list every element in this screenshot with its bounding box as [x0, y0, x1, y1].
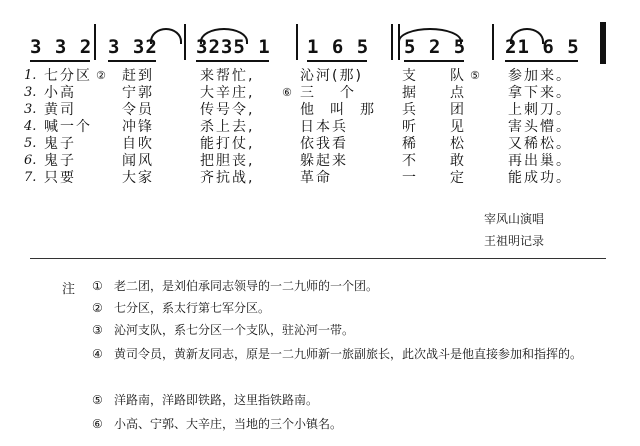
lyric-phrase: 那	[360, 102, 376, 118]
verse-number: 4.	[24, 119, 37, 134]
verse-line	[0, 101, 640, 119]
lyric-phrase: 见	[450, 119, 466, 135]
barline	[184, 24, 186, 60]
note-item	[92, 344, 612, 364]
verse-number: 5.	[24, 136, 37, 151]
verse-line	[0, 135, 640, 153]
barline	[492, 24, 494, 60]
double-barline	[391, 24, 400, 60]
barline	[296, 24, 298, 60]
lyric-phrase: 队	[450, 68, 466, 84]
note-text: 沁河支队，系七分区一个支队，驻沁河一带。	[114, 323, 355, 337]
lyric-phrase: 小高	[44, 85, 76, 101]
lyric-phrase: 又稀松。	[508, 136, 572, 152]
footnote-mark: ②	[96, 69, 106, 82]
lyric-phrase: 日本兵	[300, 119, 348, 135]
verse-line	[0, 152, 640, 170]
lyric-phrase: 三	[300, 85, 316, 101]
note-number: ④	[92, 347, 103, 361]
footnote-mark: ⑤	[470, 69, 480, 82]
lyric-phrase: 再出巢。	[508, 153, 572, 169]
lyric-phrase: 依我看	[300, 136, 348, 152]
lyric-phrase: 杀上去,	[200, 119, 255, 135]
note-item	[92, 414, 612, 434]
note-number: ②	[92, 301, 103, 315]
lyric-phrase: 上刺刀。	[508, 102, 572, 118]
lyric-phrase: 冲锋	[122, 119, 154, 135]
lyric-phrase: 支	[402, 68, 418, 84]
lyric-phrase: 听	[402, 119, 418, 135]
verse-number: 3.	[24, 85, 37, 100]
lyric-phrase: 齐抗战,	[200, 170, 255, 186]
note-group-2: 3 32	[108, 36, 158, 58]
lyric-phrase: 黄司	[44, 102, 76, 118]
lyric-phrase: 赶到	[122, 68, 154, 84]
lyric-phrase: 传号令,	[200, 102, 255, 118]
note-number: ③	[92, 323, 103, 337]
lyric-phrase: 据	[402, 85, 418, 101]
divider	[30, 258, 606, 259]
lyric-phrase: 一	[402, 170, 418, 186]
recorder-credit: 王祖明记录	[484, 234, 545, 248]
lyric-phrase: 叫	[330, 102, 346, 118]
verse-number: 6.	[24, 153, 37, 168]
lyric-phrase: 宁郭	[122, 85, 154, 101]
lyric-phrase: 能成功。	[508, 170, 572, 186]
lyric-phrase: 闻风	[122, 153, 154, 169]
lyric-phrase: 松	[450, 136, 466, 152]
lyric-phrase: 团	[450, 102, 466, 118]
lyric-phrase: 大辛庄,	[200, 85, 255, 101]
note-text: 老二团，是刘伯承同志领导的一二九师的一个团。	[114, 279, 379, 293]
lyric-phrase: 参加来。	[508, 68, 572, 84]
slur-mark	[398, 28, 462, 44]
singer-credit: 宰风山演唱	[484, 212, 545, 226]
lyric-phrase: 令员	[122, 102, 154, 118]
note-text: 小高、宁郭、大辛庄，当地的三个小镇名。	[114, 417, 343, 431]
lyric-phrase: 来帮忙,	[200, 68, 255, 84]
verse-number: 3.	[24, 102, 37, 117]
lyric-phrase: 只要	[44, 170, 76, 186]
note-group-3: 3235 1	[196, 36, 271, 58]
lyric-phrase: 大家	[122, 170, 154, 186]
lyric-phrase: 害头懵。	[508, 119, 572, 135]
lyric-phrase: 鬼子	[44, 153, 76, 169]
note-group-1: 3 3 2	[30, 36, 92, 58]
barline	[94, 24, 96, 60]
lyric-phrase: 鬼子	[44, 136, 76, 152]
note-group-6: 21 6 5	[505, 36, 580, 58]
lyric-phrase: 沁河(那)	[300, 68, 363, 84]
note-group-4: 1 6 5	[307, 36, 369, 58]
note-group-5: 5 2 5	[404, 36, 466, 58]
note-item	[92, 390, 612, 410]
verse-line	[0, 67, 640, 85]
lyric-phrase: 躲起来	[300, 153, 348, 169]
note-item	[92, 276, 612, 296]
slur-mark	[150, 28, 182, 44]
lyric-phrase: 兵	[402, 102, 418, 118]
note-number: ⑤	[92, 393, 103, 407]
footnote-mark: ⑥	[282, 86, 292, 99]
end-barline	[600, 22, 606, 64]
slur-mark	[200, 28, 248, 44]
notation-row	[0, 36, 640, 66]
lyric-phrase: 能打仗,	[200, 136, 255, 152]
lyric-phrase: 七分区	[44, 68, 92, 84]
lyric-phrase: 点	[450, 85, 466, 101]
lyric-phrase: 把胆丧,	[200, 153, 255, 169]
verse-line	[0, 169, 640, 187]
note-item	[92, 298, 612, 318]
verse-number: 1.	[24, 68, 37, 83]
lyric-phrase: 个	[340, 85, 356, 101]
lyric-phrase: 定	[450, 170, 466, 186]
verse-number: 7.	[24, 170, 37, 185]
lyric-phrase: 拿下来。	[508, 85, 572, 101]
lyric-phrase: 他	[300, 102, 316, 118]
notes-label: 注	[62, 282, 76, 297]
lyric-phrase: 稀	[402, 136, 418, 152]
lyric-phrase: 自吹	[122, 136, 154, 152]
lyric-phrase: 革命	[300, 170, 332, 186]
verse-line	[0, 84, 640, 102]
lyric-phrase: 不	[402, 153, 418, 169]
note-number: ⑥	[92, 417, 103, 431]
note-item	[92, 320, 612, 340]
note-number: ①	[92, 279, 103, 293]
lyric-phrase: 喊一个	[44, 119, 92, 135]
slur-mark	[510, 28, 544, 44]
note-text: 洋路南，洋路即铁路，这里指铁路南。	[114, 393, 319, 407]
note-text: 七分区，系太行第七军分区。	[114, 301, 271, 315]
verse-line	[0, 118, 640, 136]
lyric-phrase: 敢	[450, 153, 466, 169]
note-text: 黄司令员，黄新友同志，原是一二九师新一旅副旅长，此次战斗是他直接参加和指挥的。	[114, 347, 583, 361]
